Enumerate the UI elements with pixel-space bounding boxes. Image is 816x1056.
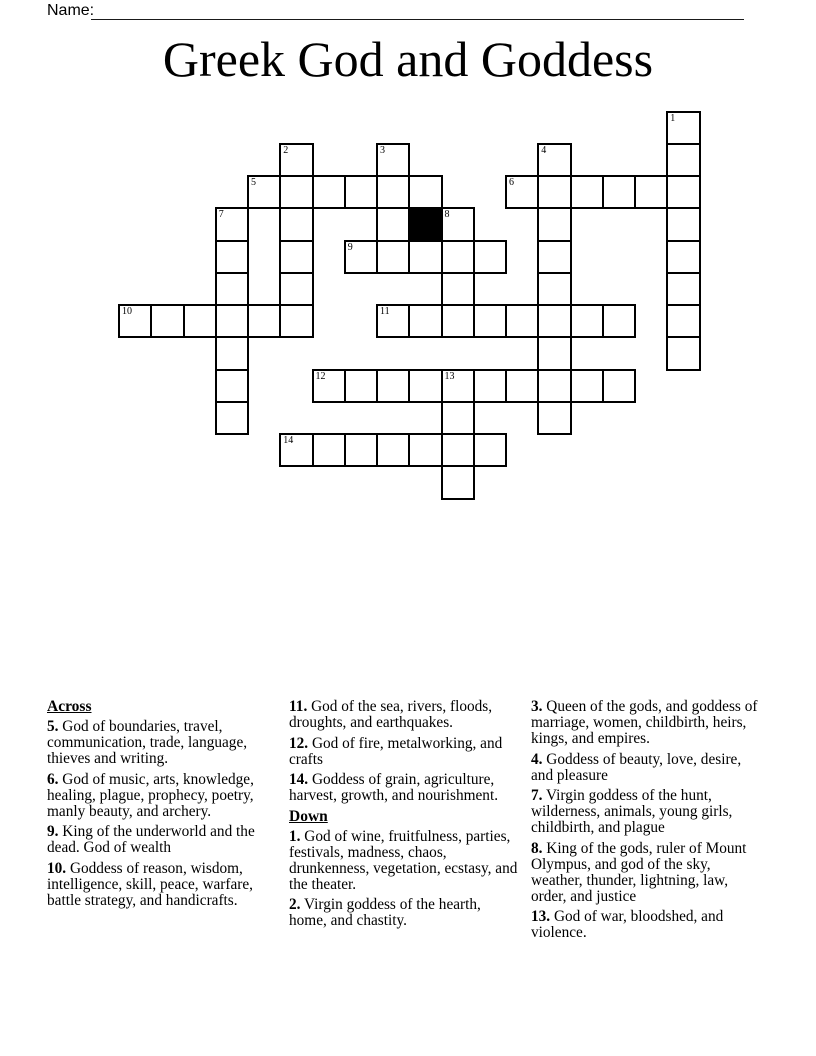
grid-cell[interactable]: [602, 304, 636, 338]
grid-cell[interactable]: [279, 272, 313, 306]
cell-number: 12: [315, 370, 326, 382]
grid-cell[interactable]: [408, 433, 442, 467]
grid-cell[interactable]: [344, 240, 378, 274]
grid-cell[interactable]: [312, 433, 346, 467]
clue-item: [47, 861, 277, 909]
clue-column-down: [531, 699, 761, 946]
grid-cell[interactable]: [537, 175, 571, 209]
clue-item: [531, 788, 761, 836]
grid-cell[interactable]: [537, 336, 571, 370]
grid-cell[interactable]: [376, 175, 410, 209]
grid-cell-black: [408, 207, 442, 241]
clue-text: Virgin goddess of the hearth, home, and chastity.: [289, 896, 481, 929]
grid-cell[interactable]: [279, 240, 313, 274]
clue-text: Queen of the gods, and goddess of marriage, women, childbirth, heirs, kings, and empires.: [531, 698, 758, 747]
grid-cell[interactable]: [376, 240, 410, 274]
clue-text: King of the underworld and the dead. God of wealth: [47, 823, 255, 856]
grid-cell[interactable]: [118, 304, 152, 338]
clue-item: [289, 897, 519, 929]
grid-cell[interactable]: [666, 240, 700, 274]
grid-cell[interactable]: [505, 304, 539, 338]
clue-number: 3.: [531, 698, 543, 715]
grid-cell[interactable]: [344, 175, 378, 209]
clue-item: [531, 841, 761, 905]
clue-list-header: Down: [289, 807, 328, 825]
grid-cell[interactable]: [570, 304, 604, 338]
clue-number: 7.: [531, 787, 543, 804]
grid-cell[interactable]: [441, 207, 475, 241]
cell-number: 14: [283, 435, 294, 446]
grid-cell[interactable]: [473, 369, 507, 403]
grid-cell[interactable]: [666, 304, 700, 338]
grid-cell[interactable]: [441, 465, 475, 499]
clue-text: Goddess of reason, wisdom, intelligence, skill, peace, warfare, battle strategy, and handicrafts.: [47, 859, 253, 909]
clue-number: 6.: [47, 770, 59, 788]
cell-number: 3: [380, 144, 385, 156]
grid-cell[interactable]: [215, 401, 249, 435]
grid-cell[interactable]: [441, 304, 475, 338]
clue-number: 1.: [289, 827, 301, 845]
cell-number: 10: [122, 306, 132, 317]
grid-cell[interactable]: [537, 401, 571, 435]
grid-cell[interactable]: [376, 433, 410, 467]
grid-cell[interactable]: [279, 433, 313, 467]
clue-number: 11.: [289, 698, 308, 715]
clue-list-header: Across: [47, 698, 92, 715]
grid-cell[interactable]: [376, 304, 410, 338]
clue-number: 2.: [289, 896, 301, 913]
clue-number: 14.: [289, 771, 309, 788]
cell-number: 2: [283, 144, 289, 156]
grid-cell[interactable]: [473, 304, 507, 338]
clue-text: God of war, bloodshed, and violence.: [531, 908, 724, 941]
clue-column-middle: [289, 699, 519, 934]
grid-cell[interactable]: [441, 272, 475, 306]
grid-cell[interactable]: [537, 369, 571, 403]
grid-cell[interactable]: [312, 369, 346, 403]
grid-cell[interactable]: [344, 369, 378, 403]
grid-cell[interactable]: [312, 175, 346, 209]
grid-cell[interactable]: [666, 111, 700, 145]
grid-cell[interactable]: [537, 207, 571, 241]
page-title: Greek God and Goddess: [162, 31, 654, 87]
clue-text: King of the gods, ruler of Mount Olympus, and god of the sky, weather, thunder, lightning, law, order, and justice: [531, 839, 747, 905]
grid-cell[interactable]: [279, 175, 313, 209]
grid-cell[interactable]: [505, 175, 539, 209]
grid-cell[interactable]: [376, 207, 410, 241]
grid-cell[interactable]: [666, 143, 700, 177]
grid-cell[interactable]: [408, 240, 442, 274]
grid-cell[interactable]: [537, 272, 571, 306]
clue-text: God of boundaries, travel, communication, trade, language, thieves and writing.: [47, 718, 248, 767]
cell-number: 1: [670, 112, 676, 124]
grid-cell[interactable]: [408, 369, 442, 403]
clue-text: God of music, arts, knowledge, healing, plague, prophecy, poetry, manly beauty, and archery.: [47, 770, 254, 820]
clue-number: 5.: [47, 718, 59, 735]
clue-item: [531, 699, 761, 747]
clue-item: [531, 909, 761, 941]
grid-cell[interactable]: [279, 207, 313, 241]
grid-cell[interactable]: [666, 175, 700, 209]
clue-number: 8.: [531, 839, 543, 857]
grid-cell[interactable]: [634, 175, 668, 209]
grid-cell[interactable]: [279, 143, 313, 177]
grid-cell[interactable]: [666, 272, 700, 306]
grid-cell[interactable]: [441, 433, 475, 467]
grid-cell[interactable]: [215, 240, 249, 274]
name-blank-line[interactable]: [91, 3, 744, 20]
grid-cell[interactable]: [473, 240, 507, 274]
clue-item: [531, 752, 761, 784]
cell-number: 5: [251, 177, 256, 188]
clue-item: [289, 829, 519, 893]
grid-cell[interactable]: [215, 207, 249, 241]
cell-number: 6: [509, 177, 514, 188]
clue-text: God of wine, fruitfulness, parties, festivals, madness, chaos, drunkenness, vegetation, ecstasy, and the theater.: [289, 827, 518, 893]
cell-number: 8: [444, 209, 450, 221]
clue-item: [289, 772, 519, 804]
grid-cell[interactable]: [408, 304, 442, 338]
grid-cell[interactable]: [408, 175, 442, 209]
cell-number: 9: [347, 241, 353, 253]
grid-cell[interactable]: [602, 369, 636, 403]
grid-cell[interactable]: [344, 433, 378, 467]
grid-cell[interactable]: [376, 369, 410, 403]
clue-item: [289, 736, 519, 768]
grid-cell[interactable]: [376, 143, 410, 177]
grid-cell[interactable]: [183, 304, 217, 338]
cell-number: 7: [218, 209, 224, 221]
grid-cell[interactable]: [570, 369, 604, 403]
clue-number: 12.: [289, 734, 309, 752]
name-label: Name:: [47, 2, 95, 19]
clue-text: Virgin goddess of the hunt, wilderness, animals, young girls, childbirth, and plague: [531, 787, 733, 836]
clue-column-across: [47, 699, 277, 913]
grid-cell[interactable]: [537, 240, 571, 274]
grid-cell[interactable]: [505, 369, 539, 403]
grid-cell[interactable]: [570, 175, 604, 209]
clue-number: 13.: [531, 908, 551, 925]
clue-number: 4.: [531, 750, 543, 768]
grid-cell[interactable]: [215, 336, 249, 370]
clue-text: God of fire, metalworking, and crafts: [289, 734, 503, 768]
grid-cell[interactable]: [537, 143, 571, 177]
grid-cell[interactable]: [537, 304, 571, 338]
grid-cell[interactable]: [247, 175, 281, 209]
grid-cell[interactable]: [441, 369, 475, 403]
clue-item: [289, 699, 519, 731]
clue-text: Goddess of beauty, love, desire, and pleasure: [531, 750, 742, 784]
cell-number: 11: [380, 306, 390, 317]
grid-cell[interactable]: [441, 401, 475, 435]
grid-cell[interactable]: [473, 433, 507, 467]
grid-cell[interactable]: [215, 304, 249, 338]
grid-cell[interactable]: [666, 336, 700, 370]
clue-number: 9.: [47, 823, 59, 840]
grid-cell[interactable]: [666, 207, 700, 241]
clue-text: God of the sea, rivers, floods, droughts, and earthquakes.: [289, 698, 493, 731]
grid-cell[interactable]: [441, 240, 475, 274]
clue-item: [47, 719, 277, 767]
grid-cell[interactable]: [215, 272, 249, 306]
clue-item: [47, 772, 277, 820]
grid-cell[interactable]: [247, 304, 281, 338]
clue-text: Goddess of grain, agriculture, harvest, growth, and nourishment.: [289, 771, 499, 804]
clue-number: 10.: [47, 859, 67, 877]
grid-cell[interactable]: [150, 304, 184, 338]
grid-cell[interactable]: [279, 304, 313, 338]
grid-cell[interactable]: [602, 175, 636, 209]
clue-item: [47, 824, 277, 856]
grid-cell[interactable]: [215, 369, 249, 403]
cell-number: 13: [444, 370, 455, 382]
cell-number: 4: [541, 144, 547, 156]
